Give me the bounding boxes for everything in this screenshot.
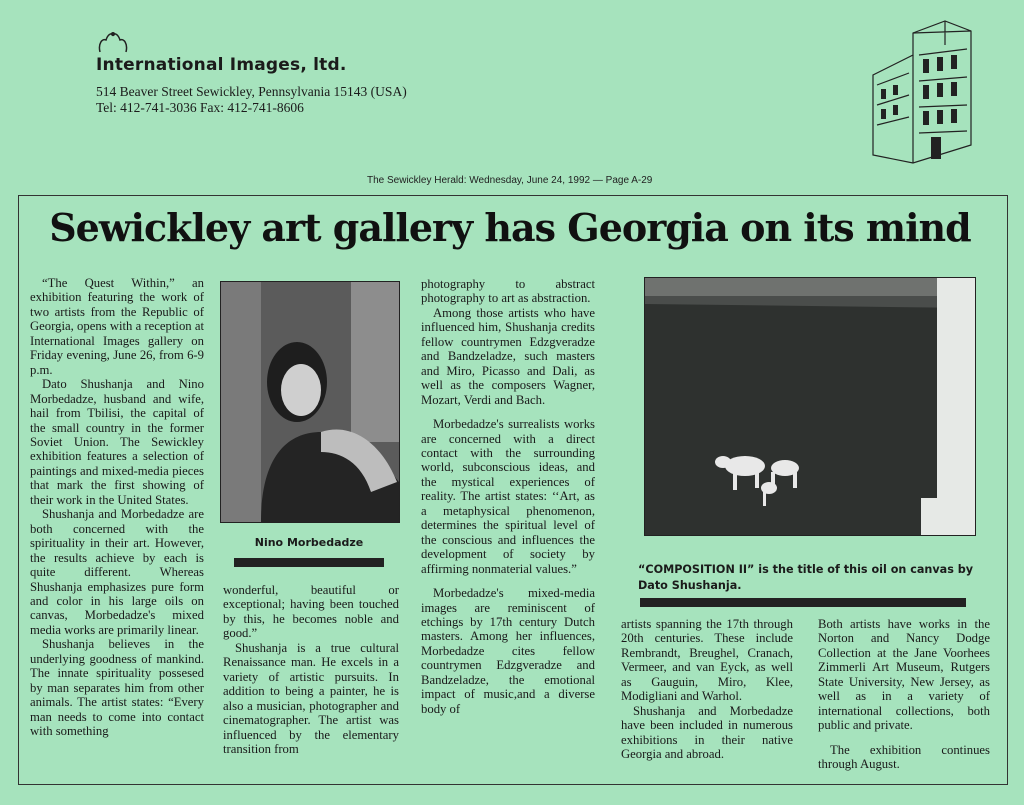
paragraph: The exhibition continues through August. — [818, 742, 990, 772]
paragraph: artists spanning the 17th through 20th centuries. These include Rembrandt, Breughel, Cranach, Vermeer, and van Eyck, as well as Gauguin, Miro, Klee, Modigliani and Warhol. — [621, 617, 793, 704]
paragraph: “The Quest Within,” an exhibition featuring the work of two artists from the Republic of Georgia, opens with a reception at International Images gallery on Friday evening, June 26, from 6-9 p.m. — [30, 276, 204, 377]
paragraph: Shushanja and Morbedadze have been included in numerous exhibitions in their native Georgia and abroad. — [621, 703, 793, 762]
company-name: International Images, ltd. — [96, 55, 347, 75]
address-line: 514 Beaver Street Sewickley, Pennsylvania 15143 (USA) — [96, 84, 407, 99]
caption-rule — [640, 598, 966, 607]
paragraph: Shushanja and Morbedadze are both concerned with the spirituality in their art. However, the results achieve by each is quite different. Whereas Shushanja emphasizes pure form and color in his large oils on canvas, Morbedadze's mixed media works are primarily linear. — [30, 507, 204, 637]
article-headline: Sewickley art gallery has Georgia on its mind — [49, 205, 971, 250]
phone-line: Tel: 412-741-3036 Fax: 412-741-8606 — [96, 100, 304, 115]
paragraph: Among those artists who have influenced him, Shushanja credits fellow countrymen Edzgveradze and Bandzeladze, such masters and Miro, Picasso and Dali, as well as the composers Wagner, Mozart, Verdi and Bach. — [421, 305, 595, 407]
paragraph: Morbedadze's mixed-media images are reminiscent of etchings by 17th century Dutch masters. Among her influences, Morbedadze cites fellow countrymen Edzgveradze and Bandzeladze, the emotional impact of music,and a diverse body of — [421, 586, 595, 716]
paragraph: photography to abstract photography to art as abstraction. — [421, 277, 595, 306]
building-illustration-icon — [853, 15, 981, 165]
paragraph: Both artists have works in the Norton and Nancy Dodge Collection at the Jane Voorhees Zimmerli Art Museum, Rutgers State University, New Jersey, as well as in a variety of international collections, both public and private. — [818, 617, 990, 733]
photo-caption: Nino Morbedadze — [254, 536, 364, 549]
article-column-1 — [30, 276, 204, 739]
article-column-2 — [223, 583, 399, 756]
painting-caption: “COMPOSITION II” is the title of this oil on canvas by Dato Shushanja. — [638, 563, 974, 592]
article-column-4 — [621, 617, 793, 762]
caption-rule — [234, 558, 384, 567]
article-column-5 — [818, 617, 990, 772]
crown-logo-icon — [96, 30, 130, 54]
paragraph: Shushanja believes in the underlying goodness of mankind. The innate spirituality possesed by man separates him from other animals. The artist states: “Every man needs to come into contact with something — [30, 637, 204, 739]
painting-image — [644, 277, 976, 536]
company-address — [96, 84, 407, 116]
paragraph: Dato Shushanja and Nino Morbedadze, husband and wife, hail from Tbilisi, the capital of the small country in the former Soviet Union. The Sewickley exhibition features a selection of paintings and mixed-media pieces that mark the first showing of their work in the United States. — [30, 377, 204, 507]
paragraph: Shushanja is a true cultural Renaissance man. He excels in a variety of artistic pursuits. In addition to being a painter, he is also a musician, photographer and cinematographer. The artist was influenced by the elementary transition from — [223, 640, 399, 756]
portrait-photo — [220, 281, 400, 523]
paragraph: wonderful, beautiful or exceptional; having been touched by this, he becomes noble and good.” — [223, 583, 399, 641]
paragraph: Morbedadze's surrealists works are concerned with a direct contact with the surrounding world, subconscious ideas, and the mystical experiences of reality. The artist states: ‘‘Art, as a metaphysical phenomenon, determines the spiritual level of the conscious and influences the development of society by affirming nonmaterial values.” — [421, 417, 595, 576]
article-column-3 — [421, 277, 595, 716]
newspaper-dateline: The Sewickley Herald: Wednesday, June 24, 1992 — Page A-29 — [367, 175, 653, 186]
